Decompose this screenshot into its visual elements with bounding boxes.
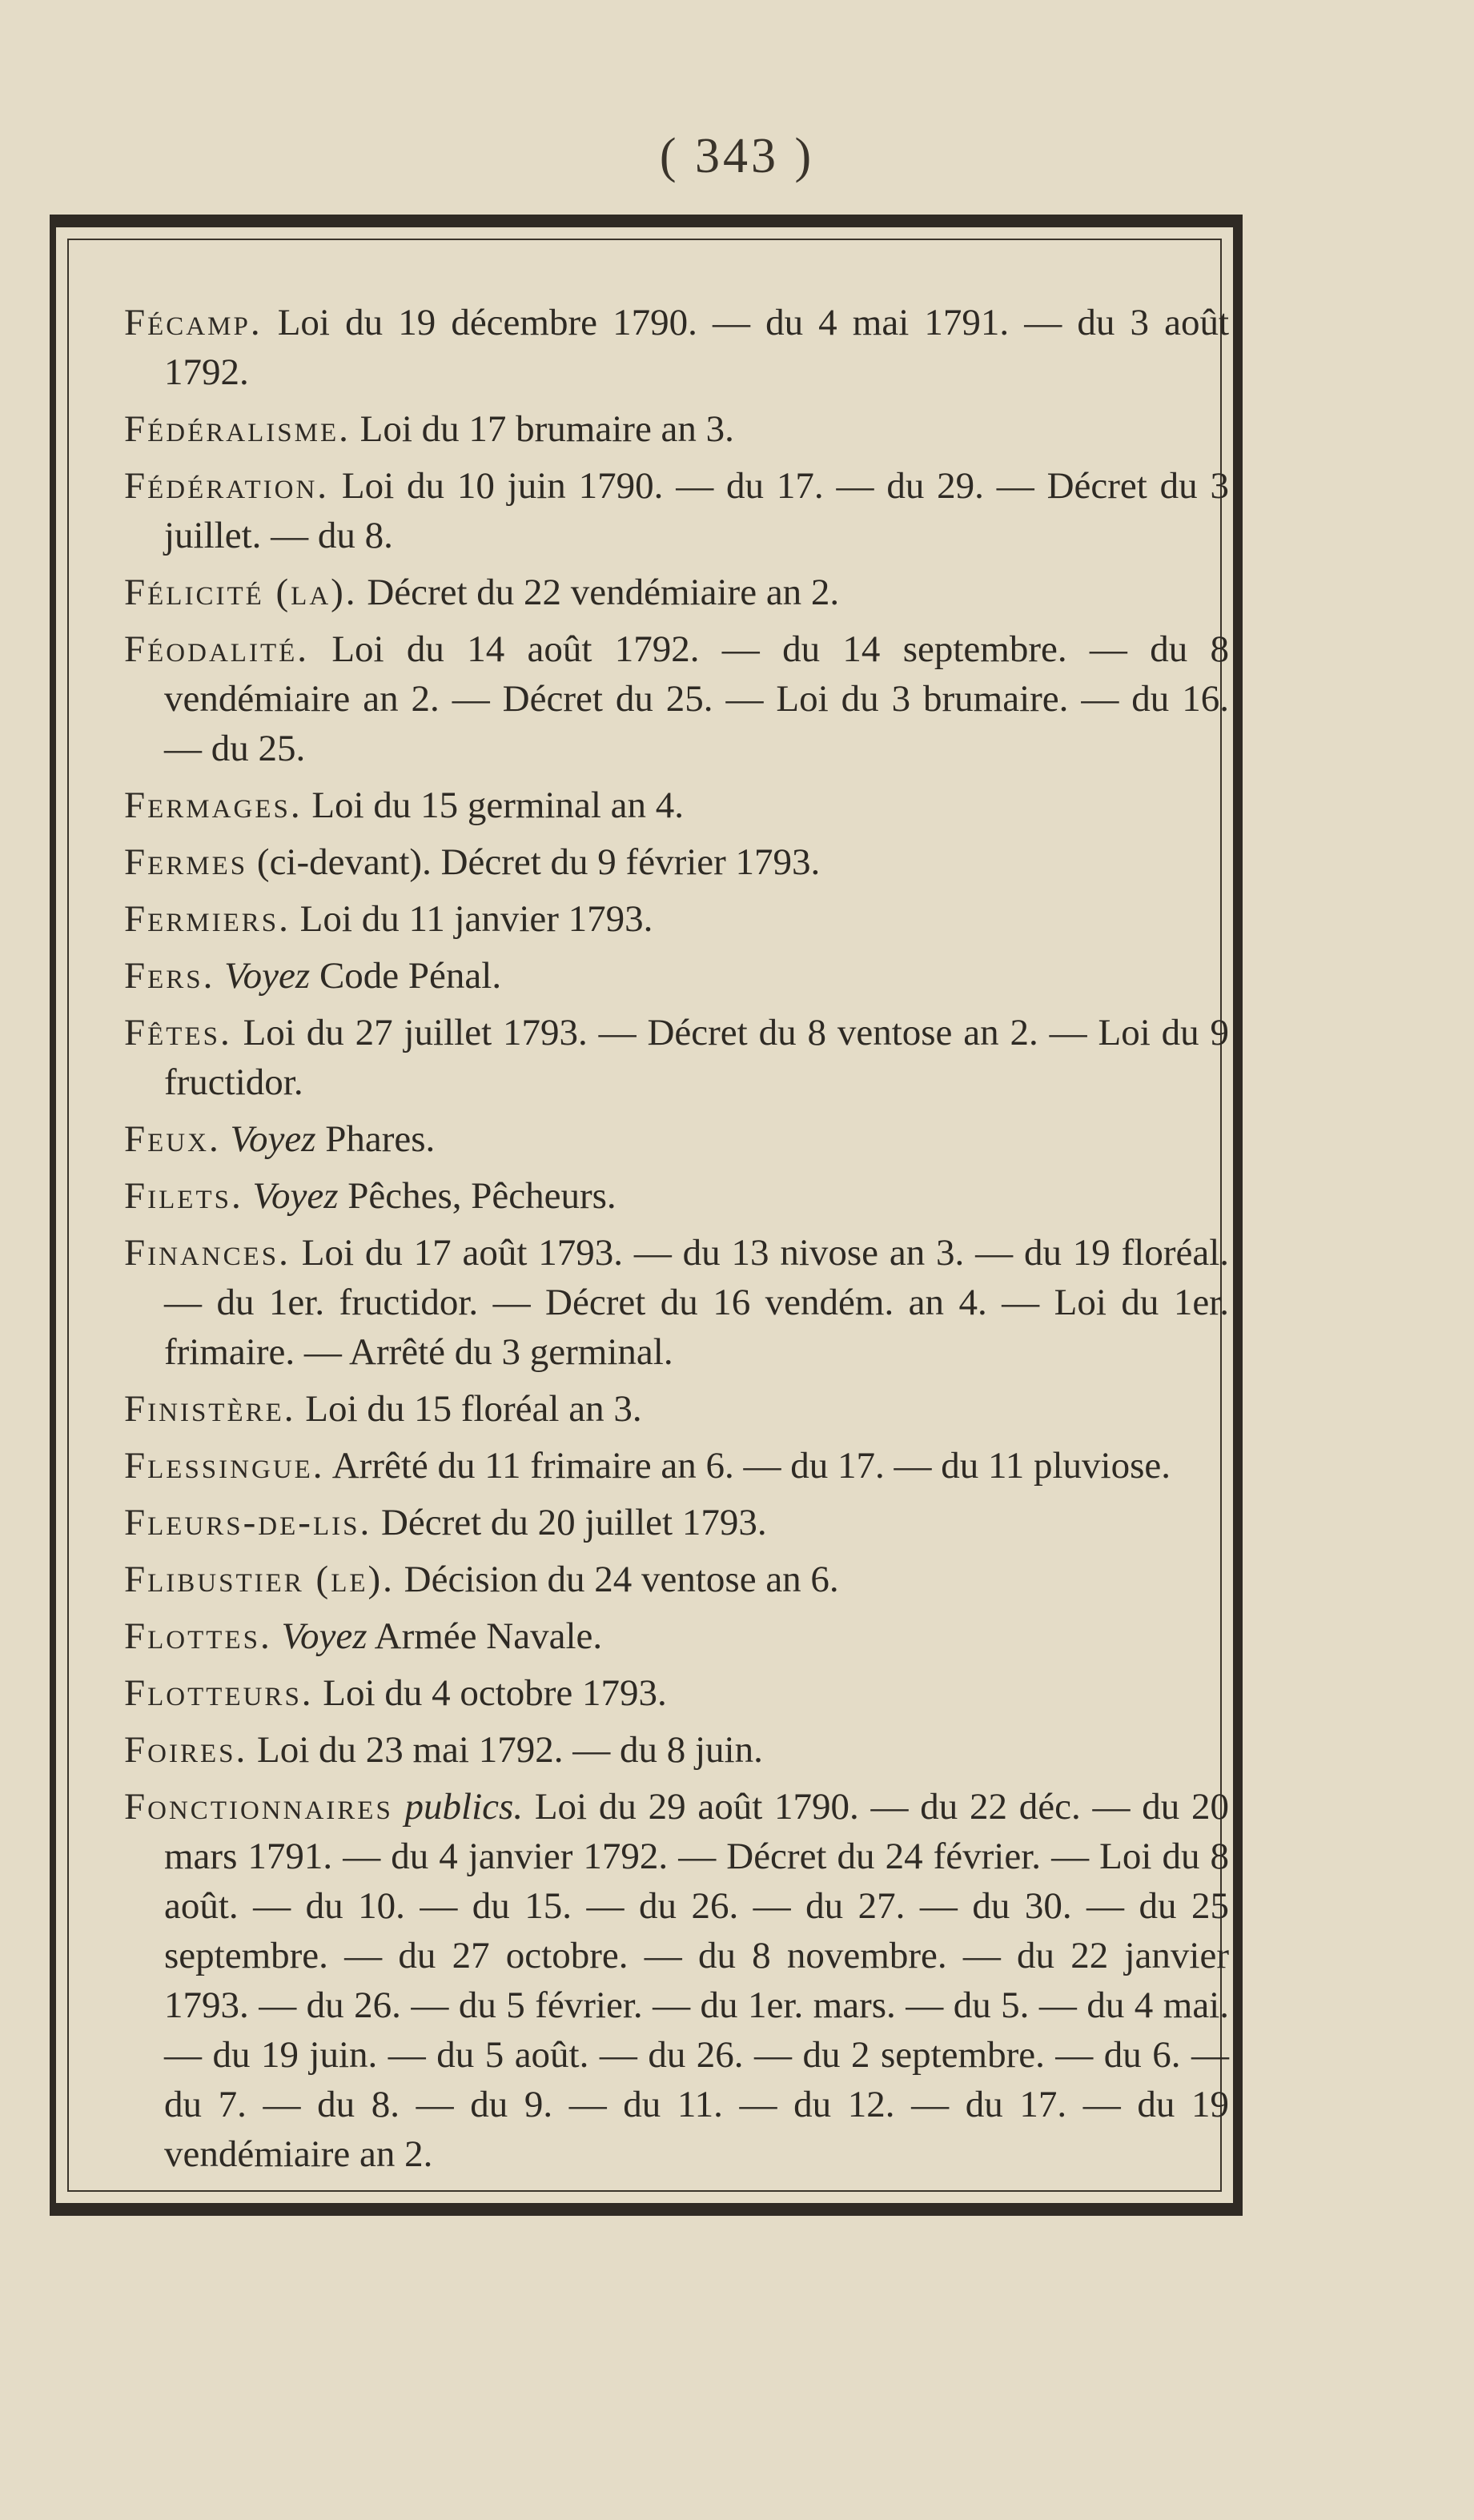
entry-references: Décret du 20 juillet 1793. bbox=[380, 1502, 767, 1543]
index-entry bbox=[124, 1555, 1229, 1604]
index-entry bbox=[124, 1228, 1229, 1377]
entry-references: Loi du 11 janvier 1793. bbox=[299, 898, 653, 940]
entry-headword: Fécamp. bbox=[124, 302, 263, 343]
index-entry bbox=[124, 780, 1229, 830]
index-entry bbox=[124, 1725, 1229, 1775]
entry-references: Loi du 17 brumaire an 3. bbox=[359, 408, 734, 450]
entry-references: Phares. bbox=[325, 1118, 436, 1160]
entry-references: Pêches, Pêcheurs. bbox=[347, 1175, 617, 1217]
entry-references: (ci-devant). Décret du 9 février 1793. bbox=[256, 841, 821, 883]
page-number: ( 343 ) bbox=[659, 129, 815, 183]
entry-references: Loi du 27 juillet 1793. — Décret du 8 ventose an 2. — Loi du 9 fructidor. bbox=[164, 1012, 1229, 1103]
entry-references: Code Pénal. bbox=[319, 955, 502, 997]
entry-headword: Flessingue. bbox=[124, 1445, 325, 1487]
entry-headword: Fonctionnaires bbox=[124, 1786, 393, 1828]
index-entry bbox=[124, 461, 1229, 560]
index-entry bbox=[124, 894, 1229, 944]
entry-headword: Fermiers. bbox=[124, 898, 291, 940]
entry-references: Loi du 4 octobre 1793. bbox=[323, 1672, 667, 1714]
index-entry bbox=[124, 1114, 1229, 1164]
index-entry bbox=[124, 1008, 1229, 1107]
index-entry bbox=[124, 1498, 1229, 1547]
entry-headword: Fers. bbox=[124, 955, 215, 997]
index-entry bbox=[124, 298, 1229, 397]
entry-headword: Fermes bbox=[124, 841, 248, 883]
entry-references: Décision du 24 ventose an 6. bbox=[404, 1559, 839, 1600]
index-entry bbox=[124, 1384, 1229, 1434]
entry-headword: Fédéralisme. bbox=[124, 408, 351, 450]
entry-headword: Feux. bbox=[124, 1118, 221, 1160]
entry-references: Décret du 22 vendémiaire an 2. bbox=[367, 572, 840, 613]
entry-references: Loi du 14 août 1792. — du 14 septembre. — du 8 vendémiaire an 2. — Décret du 25. — Loi du 3 brumaire. — du 16. — du 25. bbox=[164, 628, 1230, 769]
entry-headword: Filets. bbox=[124, 1175, 243, 1217]
entry-voyez: publics. bbox=[404, 1786, 524, 1828]
entry-references: Loi du 10 juin 1790. — du 17. — du 29. — Décret du 3 juillet. — du 8. bbox=[164, 465, 1229, 556]
index-entry bbox=[124, 1611, 1229, 1661]
entry-references: Loi du 15 floréal an 3. bbox=[305, 1388, 642, 1430]
entry-voyez: Voyez bbox=[252, 1175, 339, 1217]
entry-headword: Foires. bbox=[124, 1729, 248, 1771]
entry-references: Loi du 17 août 1793. — du 13 nivose an 3. — du 19 floréal. — du 1er. fructidor. — Décret du 16 vendém. an 4. — Loi du 1er. frimaire. — Arrêté du 3 germinal. bbox=[164, 1232, 1230, 1373]
entry-references: Loi du 15 germinal an 4. bbox=[311, 784, 685, 826]
entry-references: Armée Navale. bbox=[374, 1615, 603, 1657]
entry-headword: Flotteurs. bbox=[124, 1672, 314, 1714]
entry-headword: Finistère. bbox=[124, 1388, 296, 1430]
entry-headword: Finances. bbox=[124, 1232, 291, 1274]
index-entry bbox=[124, 1441, 1229, 1491]
entry-headword: Fermages. bbox=[124, 784, 303, 826]
index-entry bbox=[124, 1782, 1229, 2179]
index-entry bbox=[124, 568, 1229, 617]
entry-voyez: Voyez bbox=[224, 955, 311, 997]
entry-headword: Fêtes. bbox=[124, 1012, 232, 1053]
entry-references: Loi du 23 mai 1792. — du 8 juin. bbox=[256, 1729, 763, 1771]
entry-headword: Fédération. bbox=[124, 465, 330, 507]
index-entry bbox=[124, 1668, 1229, 1718]
index-entry bbox=[124, 1171, 1229, 1221]
entry-references: Loi du 19 décembre 1790. — du 4 mai 1791. — du 3 août 1792. bbox=[164, 302, 1230, 393]
index-entry bbox=[124, 951, 1229, 1001]
entry-headword: Féodalité. bbox=[124, 628, 310, 670]
entry-headword: Flibustier (le). bbox=[124, 1559, 395, 1600]
entry-voyez: Voyez bbox=[281, 1615, 367, 1657]
index-entry-list bbox=[124, 298, 1229, 2186]
entry-references: Loi du 29 août 1790. — du 22 déc. — du 20 mars 1791. — du 4 janvier 1792. — Décret du 24 février. — Loi du 8 août. — du 10. — du 15. — du 26. — du 27. — du 30. — du 25 septembre. — du 27 octobre. — du 8 novembre. — du 22 janvier 1793. — du 26. — du 5 février. — du 1er. mars. — du 5. — du 4 mai. — du 19 juin. — du 5 août. — du 26. — du 2 septembre. — du 6. — du 7. — du 8. — du 9. — du 11. — du 12. — du 17. — du 19 vendémiaire an 2. bbox=[164, 1786, 1229, 2175]
index-entry bbox=[124, 624, 1229, 773]
entry-headword: Félicité (la). bbox=[124, 572, 358, 613]
index-entry bbox=[124, 837, 1229, 887]
index-entry bbox=[124, 404, 1229, 454]
entry-references: Arrêté du 11 frimaire an 6. — du 17. — du 11 pluviose. bbox=[331, 1445, 1171, 1487]
entry-voyez: Voyez bbox=[230, 1118, 316, 1160]
entry-headword: Flottes. bbox=[124, 1615, 272, 1657]
entry-headword: Fleurs-de-lis. bbox=[124, 1502, 372, 1543]
